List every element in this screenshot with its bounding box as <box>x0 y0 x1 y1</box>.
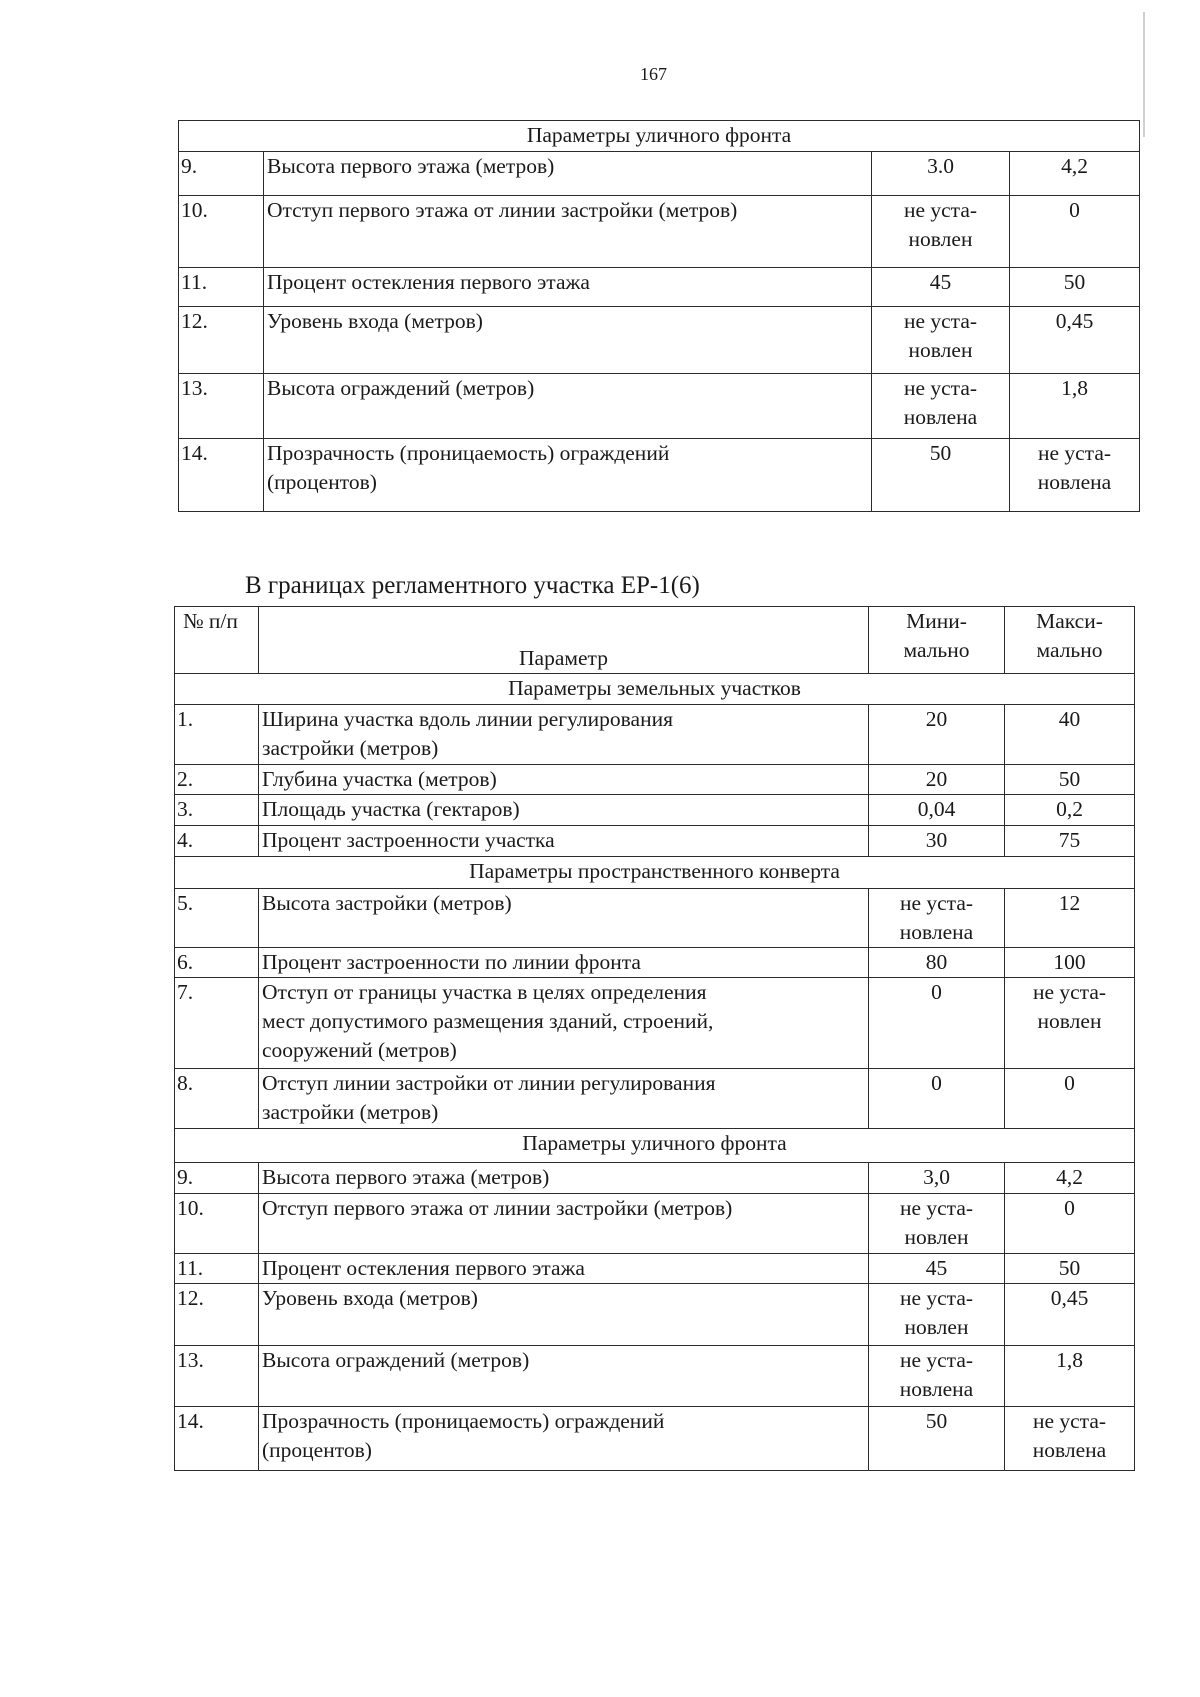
min-value-line: не уста- <box>903 198 978 222</box>
min-value-line: новлен <box>904 1315 969 1339</box>
row-min-value <box>872 307 1010 374</box>
band-row <box>175 857 1135 889</box>
max-value-line: 4,2 <box>1056 1165 1083 1189</box>
table-row <box>179 439 1140 512</box>
row-max-value <box>1005 705 1135 765</box>
row-parameter <box>264 439 872 512</box>
row-parameter <box>259 1407 869 1471</box>
row-max-value <box>1010 268 1140 307</box>
row-max-value <box>1005 1407 1135 1471</box>
table-row <box>175 978 1135 1069</box>
row-min-value <box>869 1284 1005 1346</box>
row-number: 1. <box>175 705 259 765</box>
min-value-line: новлен <box>908 338 973 362</box>
max-value-line: 100 <box>1053 950 1086 974</box>
min-value-line: 45 <box>925 1256 948 1280</box>
parameter-line: Прозрачность (проницаемость) ограждений <box>267 441 670 465</box>
row-number: 6. <box>175 948 259 978</box>
min-value-line: не уста- <box>903 376 978 400</box>
max-value-line: 0 <box>1064 1071 1075 1095</box>
row-min-value <box>869 705 1005 765</box>
table-row <box>175 826 1135 857</box>
row-number: 13. <box>179 374 264 439</box>
row-parameter <box>259 1163 869 1194</box>
table-row <box>179 196 1140 268</box>
parameter-line: Процент остекления первого этажа <box>262 1256 585 1280</box>
row-parameter <box>264 196 872 268</box>
table-continued <box>178 120 1140 512</box>
min-value-line: новлена <box>899 1377 974 1401</box>
min-value-line: 3.0 <box>927 154 954 178</box>
band-title: Параметры уличного фронта <box>175 1129 1135 1163</box>
table-row <box>175 1284 1135 1346</box>
row-max-value <box>1010 439 1140 512</box>
row-min-value <box>869 978 1005 1069</box>
row-parameter <box>259 1254 869 1284</box>
row-min-value <box>869 1254 1005 1284</box>
row-number: 5. <box>175 889 259 948</box>
min-value-line: 45 <box>929 270 952 294</box>
row-parameter <box>259 826 869 857</box>
band-title: Параметры уличного фронта <box>179 121 1140 152</box>
max-value-line: 0,45 <box>1055 309 1094 333</box>
min-value-line: не уста- <box>899 1286 974 1310</box>
table-row <box>175 1254 1135 1284</box>
max-value-line: 75 <box>1058 828 1081 852</box>
table-row <box>175 1069 1135 1129</box>
max-value-line: новлена <box>1032 1438 1107 1462</box>
band-title: Параметры земельных участков <box>175 674 1135 705</box>
row-parameter <box>259 889 869 948</box>
row-min-value <box>872 152 1010 196</box>
header-num: № п/п <box>175 607 259 674</box>
min-value-line: не уста- <box>903 309 978 333</box>
row-max-value <box>1005 826 1135 857</box>
row-max-value <box>1005 795 1135 826</box>
max-value-line: 1,8 <box>1061 376 1088 400</box>
row-max-value <box>1005 1069 1135 1129</box>
table-row <box>175 1407 1135 1471</box>
table-row <box>175 889 1135 948</box>
row-min-value <box>869 1163 1005 1194</box>
min-value-line: не уста- <box>899 1196 974 1220</box>
row-max-value <box>1005 1163 1135 1194</box>
row-max-value <box>1005 889 1135 948</box>
row-max-value <box>1005 1254 1135 1284</box>
band-title: Параметры пространственного конверта <box>175 857 1135 889</box>
row-min-value <box>869 889 1005 948</box>
parameter-line: (процентов) <box>262 1438 372 1462</box>
row-min-value <box>869 765 1005 795</box>
max-value-line: 50 <box>1063 270 1086 294</box>
min-value-line: 0,04 <box>917 797 956 821</box>
row-max-value <box>1005 948 1135 978</box>
row-parameter <box>259 978 869 1069</box>
min-value-line: новлена <box>903 405 978 429</box>
table-row <box>175 795 1135 826</box>
table-ep-body <box>175 607 1135 1471</box>
row-parameter <box>259 1346 869 1407</box>
band-row <box>175 674 1135 705</box>
min-value-line: 50 <box>925 1409 948 1433</box>
row-max-value <box>1005 1194 1135 1254</box>
max-value-line: 50 <box>1058 767 1081 791</box>
table-row <box>175 1346 1135 1407</box>
row-min-value <box>872 439 1010 512</box>
parameter-line: Отступ от границы участка в целях определения <box>262 980 707 1004</box>
max-value-line: 1,8 <box>1056 1348 1083 1372</box>
parameter-line: Высота застройки (метров) <box>262 891 512 915</box>
parameter-line: мест допустимого размещения зданий, строений, <box>262 1009 714 1033</box>
parameter-line: Прозрачность (проницаемость) ограждений <box>262 1409 665 1433</box>
max-value-line: 0 <box>1064 1196 1075 1220</box>
row-min-value <box>869 948 1005 978</box>
row-number: 14. <box>175 1407 259 1471</box>
row-min-value <box>869 1407 1005 1471</box>
table-ep <box>174 606 1135 1471</box>
min-value-line: не уста- <box>899 891 974 915</box>
min-value-line: 20 <box>925 767 948 791</box>
parameter-line: Высота первого этажа (метров) <box>262 1165 550 1189</box>
row-parameter <box>264 152 872 196</box>
page-number: 167 <box>640 64 667 84</box>
parameter-line: застройки (метров) <box>262 1100 439 1124</box>
section-heading: В границах регламентного участка ЕР-1(6) <box>245 572 700 599</box>
row-parameter <box>264 307 872 374</box>
min-value-line: новлен <box>904 1225 969 1249</box>
table-row <box>179 307 1140 374</box>
header-max-line: Макси- <box>1036 609 1103 633</box>
parameter-line: Высота ограждений (метров) <box>267 376 535 400</box>
row-number: 10. <box>175 1194 259 1254</box>
row-parameter <box>259 1069 869 1129</box>
max-value-line: не уста- <box>1032 1409 1107 1433</box>
parameter-line: Процент застроенности участка <box>262 828 555 852</box>
parameter-line: Высота первого этажа (метров) <box>267 154 555 178</box>
row-number: 7. <box>175 978 259 1069</box>
min-value-line: 0 <box>931 980 942 1004</box>
parameter-line: Отступ линии застройки от линии регулирования <box>262 1071 716 1095</box>
row-max-value <box>1010 307 1140 374</box>
table-row <box>175 948 1135 978</box>
header-min <box>869 607 1005 674</box>
parameter-line: Процент остекления первого этажа <box>267 270 590 294</box>
row-parameter <box>264 268 872 307</box>
row-min-value <box>872 268 1010 307</box>
parameter-line: застройки (метров) <box>262 736 439 760</box>
parameter-line: Площадь участка (гектаров) <box>262 797 520 821</box>
max-value-line: не уста- <box>1032 980 1107 1004</box>
max-value-line: 0,2 <box>1056 797 1083 821</box>
row-max-value <box>1010 196 1140 268</box>
row-number: 8. <box>175 1069 259 1129</box>
min-value-line: 20 <box>925 707 948 731</box>
min-value-line: 0 <box>931 1071 942 1095</box>
row-max-value <box>1010 374 1140 439</box>
parameter-line: Уровень входа (метров) <box>267 309 483 333</box>
min-value-line: не уста- <box>899 1348 974 1372</box>
table-header-row <box>175 607 1135 674</box>
row-min-value <box>872 374 1010 439</box>
header-param: Параметр <box>259 607 869 674</box>
parameter-line: Высота ограждений (метров) <box>262 1348 530 1372</box>
max-value-line: 0 <box>1069 198 1080 222</box>
row-min-value <box>869 826 1005 857</box>
row-max-value <box>1005 978 1135 1069</box>
row-parameter <box>259 1284 869 1346</box>
max-value-line: новлена <box>1037 470 1112 494</box>
row-number: 12. <box>179 307 264 374</box>
row-parameter <box>259 705 869 765</box>
row-min-value <box>869 1069 1005 1129</box>
row-number: 9. <box>179 152 264 196</box>
table-row <box>175 1163 1135 1194</box>
row-parameter <box>264 374 872 439</box>
row-max-value <box>1010 152 1140 196</box>
row-number: 11. <box>179 268 264 307</box>
header-min-line: мально <box>903 638 970 662</box>
band-row <box>175 1129 1135 1163</box>
parameter-line: Отступ первого этажа от линии застройки (метров) <box>267 198 738 222</box>
header-max <box>1005 607 1135 674</box>
header-min-line: Мини- <box>906 609 967 633</box>
parameter-line: (процентов) <box>267 470 377 494</box>
table-row <box>175 705 1135 765</box>
max-value-line: не уста- <box>1037 441 1112 465</box>
max-value-line: 50 <box>1058 1256 1081 1280</box>
min-value-line: новлена <box>899 920 974 944</box>
row-number: 13. <box>175 1346 259 1407</box>
parameter-line: Ширина участка вдоль линии регулирования <box>262 707 673 731</box>
row-parameter <box>259 1194 869 1254</box>
table-continued-body <box>179 121 1140 512</box>
parameter-line: Глубина участка (метров) <box>262 767 497 791</box>
row-max-value <box>1005 1284 1135 1346</box>
table-row <box>179 374 1140 439</box>
row-number: 11. <box>175 1254 259 1284</box>
row-number: 10. <box>179 196 264 268</box>
table-row <box>175 1194 1135 1254</box>
row-min-value <box>869 1346 1005 1407</box>
row-number: 12. <box>175 1284 259 1346</box>
table-row <box>175 765 1135 795</box>
parameter-line: Уровень входа (метров) <box>262 1286 478 1310</box>
band-row <box>179 121 1140 152</box>
max-value-line: 4,2 <box>1061 154 1088 178</box>
row-parameter <box>259 765 869 795</box>
scan-edge <box>1143 12 1145 137</box>
table-row <box>179 268 1140 307</box>
min-value-line: 50 <box>929 441 952 465</box>
max-value-line: 0,45 <box>1050 1286 1089 1310</box>
min-value-line: новлен <box>908 227 973 251</box>
row-min-value <box>869 1194 1005 1254</box>
row-min-value <box>872 196 1010 268</box>
header-max-line: мально <box>1036 638 1103 662</box>
row-parameter <box>259 795 869 826</box>
row-min-value <box>869 795 1005 826</box>
max-value-line: 12 <box>1058 891 1081 915</box>
min-value-line: 80 <box>925 950 948 974</box>
row-parameter <box>259 948 869 978</box>
row-max-value <box>1005 765 1135 795</box>
max-value-line: новлен <box>1037 1009 1102 1033</box>
max-value-line: 40 <box>1058 707 1081 731</box>
row-max-value <box>1005 1346 1135 1407</box>
min-value-line: 3,0 <box>923 1165 950 1189</box>
table-row <box>179 152 1140 196</box>
row-number: 14. <box>179 439 264 512</box>
parameter-line: Процент застроенности по линии фронта <box>262 950 641 974</box>
parameter-line: Отступ первого этажа от линии застройки (метров) <box>262 1196 733 1220</box>
row-number: 3. <box>175 795 259 826</box>
min-value-line: 30 <box>925 828 948 852</box>
row-number: 2. <box>175 765 259 795</box>
parameter-line: сооружений (метров) <box>262 1038 457 1062</box>
row-number: 4. <box>175 826 259 857</box>
row-number: 9. <box>175 1163 259 1194</box>
